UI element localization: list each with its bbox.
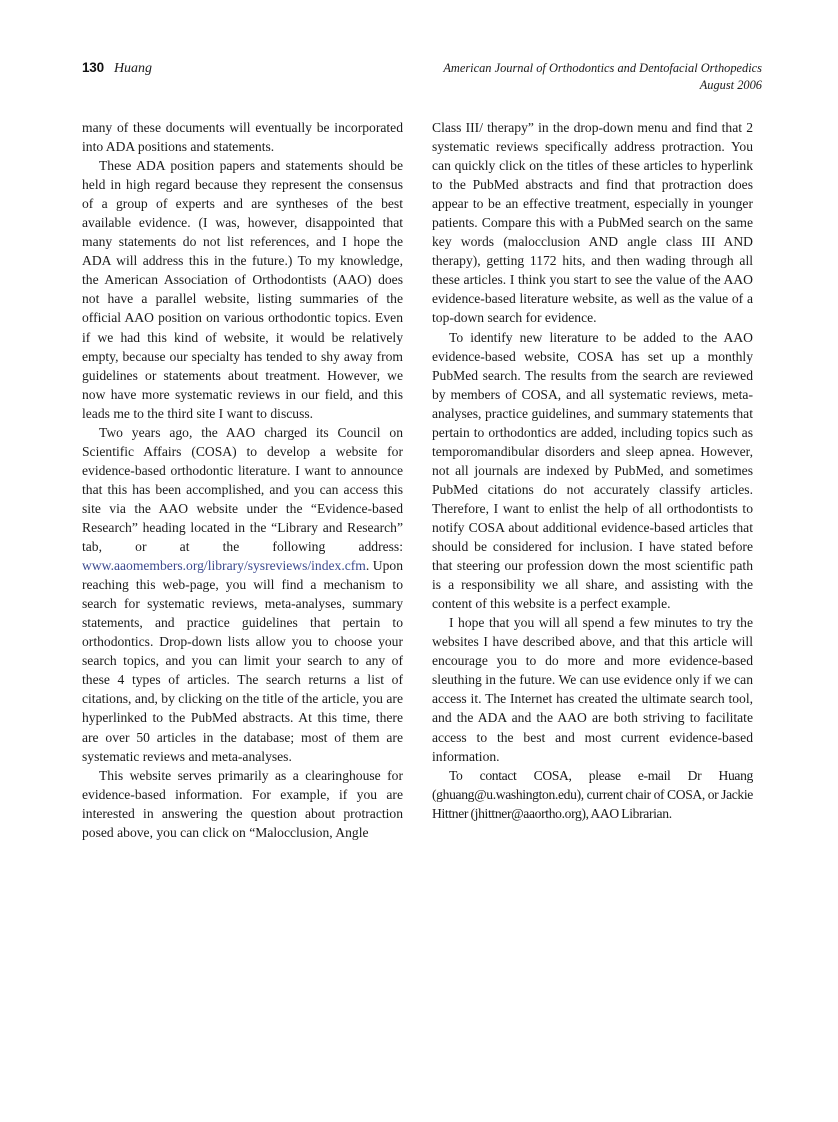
aao-sysreviews-link[interactable]: www.aaomembers.org/library/sysreviews/index.cfm	[82, 558, 366, 574]
left-column	[82, 118, 403, 842]
paragraph-identify-new-literature: To identify new literature to be added to the AAO evidence-based website, COSA has set up a monthly PubMed search. The results from the search are reviewed by members of COSA, and all systematic reviews, meta-analyses, practice guidelines, and summary statements that pertain to orthodontics are added, including topics such as temporomandibular disorders and sleep apnea. However, not all journals are indexed by PubMed, and sometimes PubMed citations do not accurately classify articles. Therefore, I want to enlist the help of all orthodontists to notify COSA about additional evidence-based articles that should be considered for inclusion. I have stated before that steering our profession down the most scientific path is a responsibility we all share, and assisting with the content of this website is a perfect example.	[432, 329, 753, 612]
paragraph-ada-position-papers: These ADA position papers and statements should be held in high regard because they represent the consensus of a group of experts and are syntheses of the best available evidence. (I was, however, disappointed that many statements do not list references, and I hope the ADA will address this in the future.) To my knowledge, the American Association of Orthodontists (AAO) does not have a parallel website, listing summaries of the official AAO position on various orthodontic topics. Even if we had this kind of website, it would be relatively empty, because our specialty has tended to shy away from guidelines or statements about treatment. However, we now have more systematic reviews in our field, and this leads me to the third site I want to discuss.	[82, 158, 403, 421]
journal-info	[443, 60, 762, 94]
running-head-author: Huang	[113, 61, 153, 76]
journal-title: American Journal of Orthodontics and Dentofacial Orthopedics	[443, 61, 762, 75]
journal-issue-date: August 2006	[699, 78, 762, 92]
paragraph-clearinghouse: This website serves primarily as a clearinghouse for evidence-based information. For example, if you are interested in answering the question about protraction posed above, you can click on “Malocclusion, Angle	[82, 767, 403, 840]
page-number: 130	[82, 60, 104, 75]
paragraph-continuation: many of these documents will eventually be incorporated into ADA positions and statements.	[82, 120, 403, 155]
cosa-website-text-before-link: Two years ago, the AAO charged its Council on Scientific Affairs (COSA) to develop a website for evidence-based orthodontic literature. I want to announce that this has been accomplished, and you can access this site via the AAO website under the “Evidence-based Research” heading located in the “Library and Research” tab, or at the following address:	[82, 424, 403, 555]
paragraph-contact-cosa: To contact COSA, please e-mail Dr Huang (ghuang@u.washington.edu), current chair of COSA, or Jackie Hittner (jhittner@aaortho.org), AAO Librarian.	[432, 767, 753, 821]
running-head	[82, 60, 762, 94]
cosa-website-text-after-link: . Upon reaching this web-page, you will find a mechanism to search for systematic reviews, meta-analyses, summary statements, and practice guidelines that pertain to orthodontics. Drop-down lists allow you to choose your search topics, and you can limit your search to any of these 4 types of articles. The search returns a list of citations, and, by clicking on the title of the article, you are hyperlinked to the PubMed abstracts. At this time, there are over 50 articles in the database; most of them are systematic reviews and meta-analyses.	[82, 558, 403, 764]
folio-group	[82, 60, 152, 77]
right-column	[432, 118, 753, 823]
paragraph-class-three-therapy: Class III/ therapy” in the drop-down menu and find that 2 systematic reviews specifically address protraction. You can quickly click on the titles of these articles to hyperlink to the PubMed abstracts and find that protraction does appear to be an effective treatment, especially in younger patients. Compare this with a PubMed search on the same key words (malocclusion AND angle class III AND therapy), getting 1172 hits, and then wading through all these articles. I think you start to see the value of the AAO evidence-based literature website, as well as the value of a top-down search for evidence.	[432, 120, 753, 326]
paragraph-cosa-website	[82, 423, 403, 766]
body-columns	[82, 118, 762, 842]
paragraph-hope-you-try: I hope that you will all spend a few minutes to try the websites I have described above, and that this article will encourage you to do more and more evidence-based sleuthing in the future. We can use evidence only if we can access it. The Internet has created the ultimate search tool, and the ADA and the AAO are both striving to facilitate access to the best and most current evidence-based information.	[432, 615, 753, 764]
